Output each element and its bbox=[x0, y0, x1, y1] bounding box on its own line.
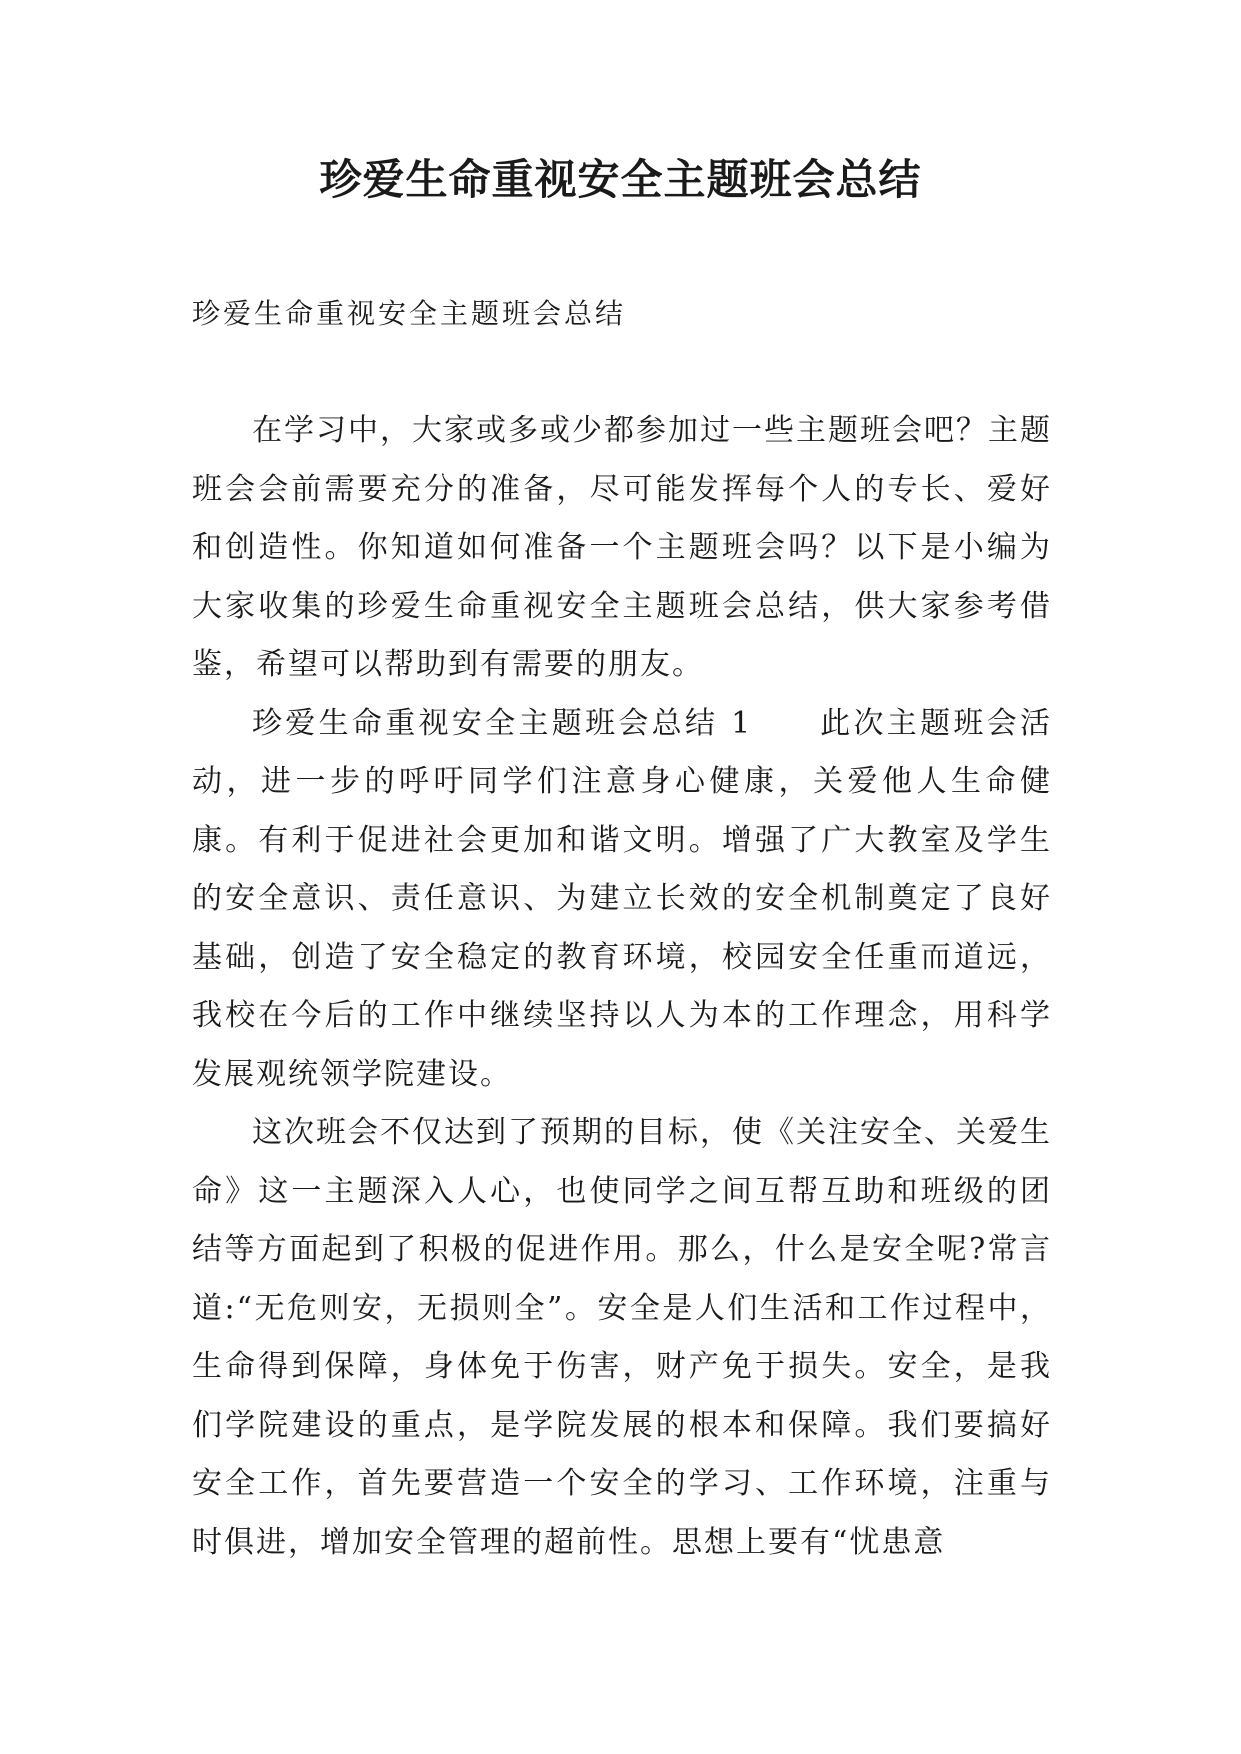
paragraph-summary-1: 珍爱生命重视安全主题班会总结 1 此次主题班会活动，进一步的呼吁同学们注意身心健康，关爱他人生命健康。有利于促进社会更加和谐文明。增强了广大教室及学生的安全意识、责任意识、为建立长效的安全机制奠定了良好基础，创造了安全稳定的教育环境，校园安全任重而道远，我校在今后的工作中继续坚持以人为本的工作理念，用科学发展观统领学院建设。 bbox=[192, 705, 1052, 1092]
document-subtitle: 珍爱生命重视安全主题班会总结 bbox=[192, 297, 627, 330]
document-body bbox=[192, 402, 1052, 1572]
paragraph-intro: 在学习中，大家或多或少都参加过一些主题班会吧？主题班会会前需要充分的准备，尽可能发挥每个人的专长、爱好和创造性。你知道如何准备一个主题班会吗？以下是小编为大家收集的珍爱生命重视安全主题班会总结，供大家参考借鉴，希望可以帮助到有需要的朋友。 bbox=[192, 413, 1052, 682]
document-title: 珍爱生命重视安全主题班会总结 bbox=[319, 155, 922, 204]
paragraph-summary-2: 这次班会不仅达到了预期的目标，使《关注安全、关爱生命》这一主题深入人心，也使同学之间互帮互助和班级的团结等方面起到了积极的促进作用。那么，什么是安全呢?常言道:“无危则安，无损则全”。安全是人们生活和工作过程中，生命得到保障，身体免于伤害，财产免于损失。安全，是我们学院建设的重点，是学院发展的根本和保障。我们要搞好安全工作，首先要营造一个安全的学习、工作环境，注重与时俱进，增加安全管理的超前性。思想上要有“忧患意 bbox=[192, 1115, 1052, 1560]
